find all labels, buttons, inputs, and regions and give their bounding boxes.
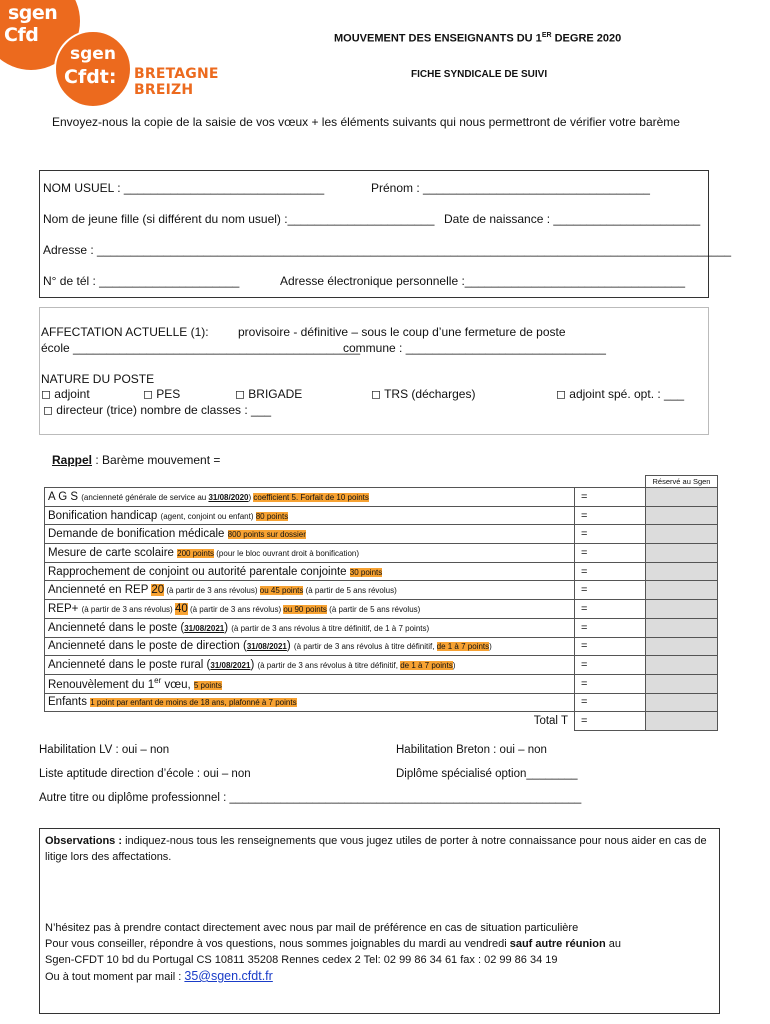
equals-sign: =	[575, 618, 646, 637]
observations-box[interactable]	[39, 828, 720, 1014]
row-label: )	[250, 659, 258, 672]
reserved-total-cell[interactable]	[646, 712, 718, 731]
table-row	[45, 618, 718, 637]
reserved-cell[interactable]	[646, 674, 718, 693]
contact-line: Sgen-CFDT 10 bd du Portugal CS 10811 35208 Rennes cedex 2 Tel: 02 99 86 34 61 fax : 02 99 86 34 19	[45, 954, 558, 966]
date-naissance-field[interactable]: Date de naissance : ______________________	[444, 212, 701, 226]
table-row	[45, 581, 718, 600]
title-main: MOUVEMENT DES ENSEIGNANTS DU 1	[334, 32, 542, 45]
contact-text: Pour vous conseiller, répondre à vos questions, nous sommes joignables du mardi au vendredi	[45, 938, 510, 950]
equals-sign: =	[575, 562, 646, 581]
nature-poste-label: NATURE DU POSTE	[41, 372, 155, 386]
row-label: A G S	[48, 490, 82, 503]
title-end: DEGRE 2020	[551, 32, 622, 45]
rappel-label: Rappel	[52, 453, 93, 467]
contact-block	[45, 920, 715, 985]
table-row	[45, 544, 718, 563]
reserved-cell[interactable]	[646, 581, 718, 600]
equals-sign: =	[575, 637, 646, 656]
table-row	[45, 656, 718, 675]
email-link[interactable]: 35@sgen.cfdt.fr	[184, 969, 273, 983]
points-highlight: coefficient 5. Forfait de 10 points	[253, 492, 369, 502]
row-date: 31/08/2021	[210, 661, 251, 671]
equals-sign: =	[575, 544, 646, 563]
table-row	[45, 637, 718, 656]
rappel-text: : Barème mouvement =	[92, 453, 221, 467]
row-note: )	[489, 642, 492, 652]
contact-text: au	[605, 938, 621, 950]
region-label	[134, 66, 219, 98]
total-row	[45, 712, 718, 731]
row-label: )	[224, 621, 232, 634]
row-label: )	[286, 640, 294, 653]
row-note: (à partir de 3 ans révolus à titre définitif,	[293, 642, 437, 652]
contact-bold: sauf autre réunion	[509, 938, 606, 950]
diplome-specialise[interactable]: Diplôme spécialisé option________	[396, 768, 578, 780]
liste-aptitude[interactable]: Liste aptitude direction d’école : oui – non	[39, 768, 251, 780]
reserved-cell[interactable]	[646, 506, 718, 525]
ecole-field[interactable]: école ___________________________________________	[41, 341, 360, 355]
reserved-cell[interactable]	[646, 562, 718, 581]
points-highlight: de 1 à 7 points	[436, 642, 490, 652]
directeur-checkbox[interactable]: ◻ directeur (trice) nombre de classes : ___	[43, 403, 272, 417]
total-label: Total T	[45, 712, 575, 731]
direction-label	[45, 637, 575, 656]
equals-sign: =	[575, 674, 646, 693]
row-label: Ancienneté dans le poste rural (	[48, 659, 211, 672]
identity-section	[39, 170, 732, 298]
row-note: (à partir de 5 ans révolus)	[326, 604, 421, 614]
row-label: Ancienneté en REP	[48, 584, 152, 597]
ags-label	[45, 488, 575, 507]
row-note: (à partir de 3 ans révolus)	[164, 586, 260, 596]
contact-line	[45, 936, 715, 952]
adresse-field[interactable]: Adresse : _______________________________________________________________________________________________	[43, 243, 732, 257]
poste-label	[45, 618, 575, 637]
autre-titre[interactable]: Autre titre ou diplôme professionnel : _______________________________________________________	[39, 792, 582, 804]
row-label: Demande de bonification médicale	[48, 528, 228, 541]
renouvellement-label	[45, 674, 575, 693]
row-label: Enfants	[48, 696, 91, 709]
points-highlight: 40	[174, 602, 188, 615]
medicale-label	[45, 525, 575, 544]
table-row	[45, 525, 718, 544]
points-highlight: 30 points	[349, 567, 383, 577]
trs-checkbox[interactable]: ◻ TRS (décharges)	[371, 387, 476, 401]
contact-line	[45, 968, 715, 985]
carte-label	[45, 544, 575, 563]
row-label: Renouvèlement du 1	[48, 679, 155, 692]
points-highlight: 1 point par enfant de moins de 18 ans, plafonné à 7 points	[90, 698, 297, 708]
observations-instructions: indiquez-nous tous les renseignements que vous jugez utiles de porter à notre connaissance pour nous aider en cas de litige lors des affectations.	[45, 835, 707, 863]
habilitation-breton[interactable]: Habilitation Breton : oui – non	[396, 744, 547, 756]
points-highlight: 20	[151, 584, 165, 597]
row-label: Ancienneté dans le poste de direction (	[48, 640, 247, 653]
points-highlight: de 1 à 7 points	[400, 661, 453, 671]
rural-label	[45, 656, 575, 675]
intro-text: Envoyez-nous la copie de la saisie de vos vœux + les éléments suivants qui nous permettront de vérifier votre barème	[52, 115, 680, 129]
row-date: 31/08/2020	[208, 492, 249, 502]
reserved-cell[interactable]	[646, 600, 718, 619]
region-line: BRETAGNE	[134, 66, 219, 82]
row-label: vœu,	[161, 679, 194, 692]
logo-text: Cfd	[4, 24, 39, 46]
row-note: (pour le bloc ouvrant droit à bonification)	[214, 548, 360, 558]
title-sup: ER	[541, 32, 552, 39]
row-note: (à partir de 5 ans révolus)	[303, 586, 397, 596]
affectation-section	[39, 307, 709, 435]
bareme-table	[44, 475, 718, 731]
points-highlight: 200 points	[177, 548, 215, 558]
row-note: (à partir de 3 ans révolus)	[187, 604, 284, 614]
affectation-options[interactable]: provisoire - définitive – sous le coup d’une fermeture de poste	[238, 325, 566, 339]
page-title	[334, 32, 621, 45]
row-date: 31/08/2021	[246, 642, 287, 652]
nom-field[interactable]: NOM USUEL : ______________________________	[43, 181, 325, 195]
logo-text: sgen	[70, 44, 116, 64]
reserved-cell[interactable]	[646, 525, 718, 544]
reserved-header: Réservé au Sgen	[646, 476, 718, 488]
reserved-cell[interactable]	[646, 618, 718, 637]
row-note: (à partir de 3 ans révolus à titre définitif,	[257, 661, 401, 671]
region-line: BREIZH	[134, 82, 194, 98]
logo-text: Cfdt:	[64, 66, 117, 88]
enfants-label	[45, 693, 575, 712]
observations-text	[45, 833, 715, 865]
equals-sign: =	[575, 488, 646, 507]
commune-field[interactable]: commune : ______________________________	[343, 341, 606, 355]
points-highlight: 5 points	[193, 681, 222, 691]
pes-checkbox[interactable]: ◻ PES	[143, 387, 181, 401]
table-row	[45, 674, 718, 693]
email-field[interactable]: Adresse électronique personnelle :_________________________________	[280, 274, 686, 288]
reserved-cell[interactable]	[646, 693, 718, 712]
points-highlight: 800 points sur dossier	[227, 530, 306, 540]
page-subtitle: FICHE SYNDICALE DE SUIVI	[411, 69, 548, 80]
row-note: (ancienneté générale de service au	[81, 492, 209, 502]
row-label: Ancienneté dans le poste (	[48, 621, 185, 634]
habilitation-lv[interactable]: Habilitation LV : oui – non	[39, 744, 170, 756]
row-date: 31/08/2021	[184, 623, 225, 633]
row-label: Mesure de carte scolaire	[48, 546, 178, 559]
adjoint-checkbox[interactable]: ◻ adjoint	[41, 387, 90, 401]
reserved-cell[interactable]	[646, 637, 718, 656]
reserved-cell[interactable]	[646, 656, 718, 675]
handicap-label	[45, 506, 575, 525]
table-header-row	[45, 476, 718, 488]
observations-label: Observations :	[45, 835, 123, 847]
equals-sign: =	[575, 581, 646, 600]
tel-field[interactable]: N° de tél : _____________________	[43, 274, 240, 288]
rep-label	[45, 581, 575, 600]
rappel-heading	[52, 453, 220, 467]
adjoint-spe-checkbox[interactable]: ◻ adjoint spé. opt. : ___	[556, 387, 685, 401]
row-label: REP+	[48, 602, 82, 615]
equals-sign: =	[575, 506, 646, 525]
row-note: (à partir de 3 ans révolus à titre définitif, de 1 à 7 points)	[231, 623, 430, 633]
equals-sign: =	[575, 600, 646, 619]
points-highlight: ou 45 points	[259, 586, 304, 596]
contact-text: Ou à tout moment par mail :	[45, 971, 185, 983]
brigade-checkbox[interactable]: ◻ BRIGADE	[235, 387, 303, 401]
table-row	[45, 488, 718, 507]
row-note: (à partir de 3 ans révolus)	[81, 604, 175, 614]
header-blank	[45, 476, 575, 488]
table-row	[45, 506, 718, 525]
row-label: Bonification handicap	[48, 509, 161, 522]
repplus-label	[45, 600, 575, 619]
reserved-cell[interactable]	[646, 544, 718, 563]
affectation-label: AFFECTATION ACTUELLE (1):	[41, 325, 209, 339]
table-row	[45, 693, 718, 712]
row-note: )	[452, 661, 456, 671]
rapprochement-label	[45, 562, 575, 581]
logo-text: sgen	[8, 2, 58, 24]
header-blank	[575, 476, 646, 488]
table-row	[45, 562, 718, 581]
row-label: Rapprochement de conjoint ou autorité parentale conjointe	[48, 565, 350, 578]
nom-jeune-fille-field[interactable]: Nom de jeune fille (si différent du nom usuel) :______________________	[43, 212, 435, 226]
row-note: )	[248, 492, 254, 502]
prenom-field[interactable]: Prénom : __________________________________	[371, 181, 650, 195]
points-highlight: 80 points	[255, 511, 289, 521]
points-highlight: ou 90 points	[283, 604, 327, 614]
reserved-cell[interactable]	[646, 488, 718, 507]
row-sup: er	[154, 676, 162, 686]
equals-sign: =	[575, 525, 646, 544]
equals-sign: =	[575, 656, 646, 675]
equals-sign: =	[575, 693, 646, 712]
row-note: (agent, conjoint ou enfant)	[160, 511, 256, 521]
equals-sign: =	[575, 712, 646, 731]
contact-line: N’hésitez pas à prendre contact directement avec nous par mail de préférence en cas de situation particulière	[45, 922, 579, 934]
table-row	[45, 600, 718, 619]
sgen-cfdt-logo	[54, 30, 132, 108]
